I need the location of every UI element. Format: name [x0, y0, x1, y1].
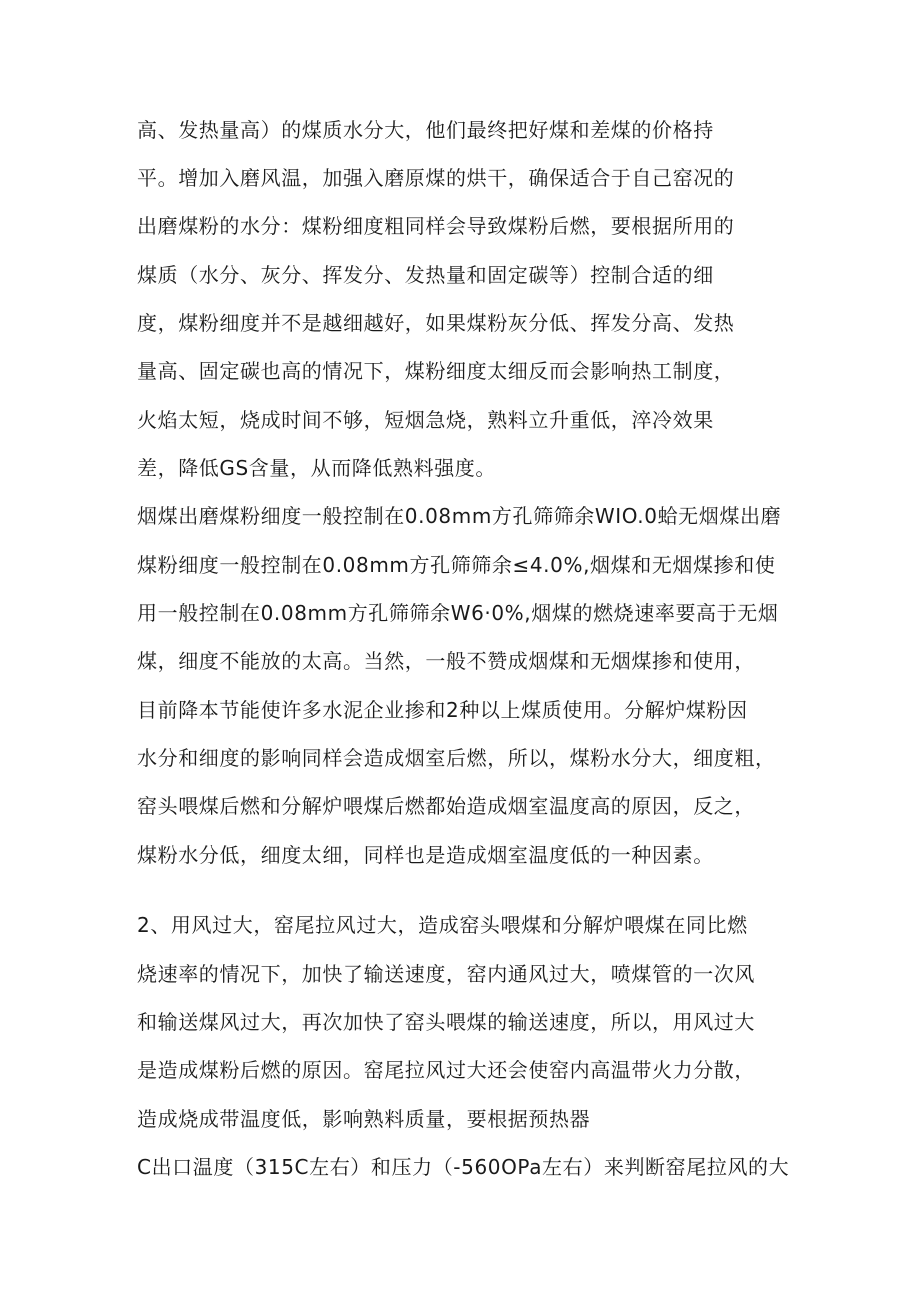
text-line: 造成烧成带温度低，影响熟料质量，要根据预热器 — [137, 1107, 591, 1131]
text-line: 高、发热量高）的煤质水分大，他们最终把好煤和差煤的价格持 — [137, 118, 714, 142]
text-line: 度，煤粉细度并不是越细越好，如果煤粉灰分低、挥发分高、发热 — [137, 311, 735, 335]
text-line: 煤，细度不能放的太高。当然，一般不赞成烟煤和无烟煤掺和使用， — [137, 649, 755, 673]
text-line: 煤粉水分低，细度太细，同样也是造成烟室温度低的一种因素。 — [137, 843, 714, 867]
text-line: 煤质（水分、灰分、挥发分、发热量和固定碳等）控制合适的细 — [137, 263, 714, 287]
text-line: C出口温度（315C左右）和压力（-560OPa左右）来判断窑尾拉风的大 — [137, 1155, 790, 1179]
text-line: 2、用风过大，窑尾拉风过大，造成窑头喂煤和分解炉喂煤在同比燃 — [137, 913, 748, 937]
text-line: 烧速率的情况下，加快了输送速度，窑内通风过大，喷煤管的一次风 — [137, 962, 755, 986]
text-line: 窑头喂煤后燃和分解炉喂煤后燃都始造成烟室温度高的原因，反之， — [137, 794, 755, 818]
text-line: 平。增加入磨风温，加强入磨原煤的烘干，确保适合于自己窑况的 — [137, 166, 735, 190]
text-line: 煤粉细度一般控制在0.08mm方孔筛筛余≤4.0%,烟煤和无烟煤掺和使 — [137, 553, 776, 577]
text-line: 出磨煤粉的水分：煤粉细度粗同样会导致煤粉后燃，要根据所用的 — [137, 214, 735, 238]
text-line: 烟煤出磨煤粉细度一般控制在0.08mm方孔筛筛余WIO.0蛤无烟煤出磨 — [137, 504, 782, 528]
text-line: 火焰太短，烧成时间不够，短烟急烧，熟料立升重低，淬冷效果 — [137, 408, 714, 432]
text-line: 目前降本节能使许多水泥企业掺和2种以上煤质使用。分解炉煤粉因 — [137, 698, 748, 722]
text-line: 水分和细度的影响同样会造成烟室后燃，所以，煤粉水分大，细度粗， — [137, 746, 776, 770]
text-line: 差，降低GS含量，从而降低熟料强度。 — [137, 456, 496, 480]
text-line: 量高、固定碳也高的情况下，煤粉细度太细反而会影响热工制度， — [137, 359, 735, 383]
text-line: 是造成煤粉后燃的原因。窑尾拉风过大还会使窑内高温带火力分散， — [137, 1058, 755, 1082]
text-line: 用一般控制在0.08mm方孔筛筛余W6·0%,烟煤的燃烧速率要高于无烟 — [137, 601, 779, 625]
text-line: 和输送煤风过大，再次加快了窑头喂煤的输送速度，所以，用风过大 — [137, 1010, 755, 1034]
